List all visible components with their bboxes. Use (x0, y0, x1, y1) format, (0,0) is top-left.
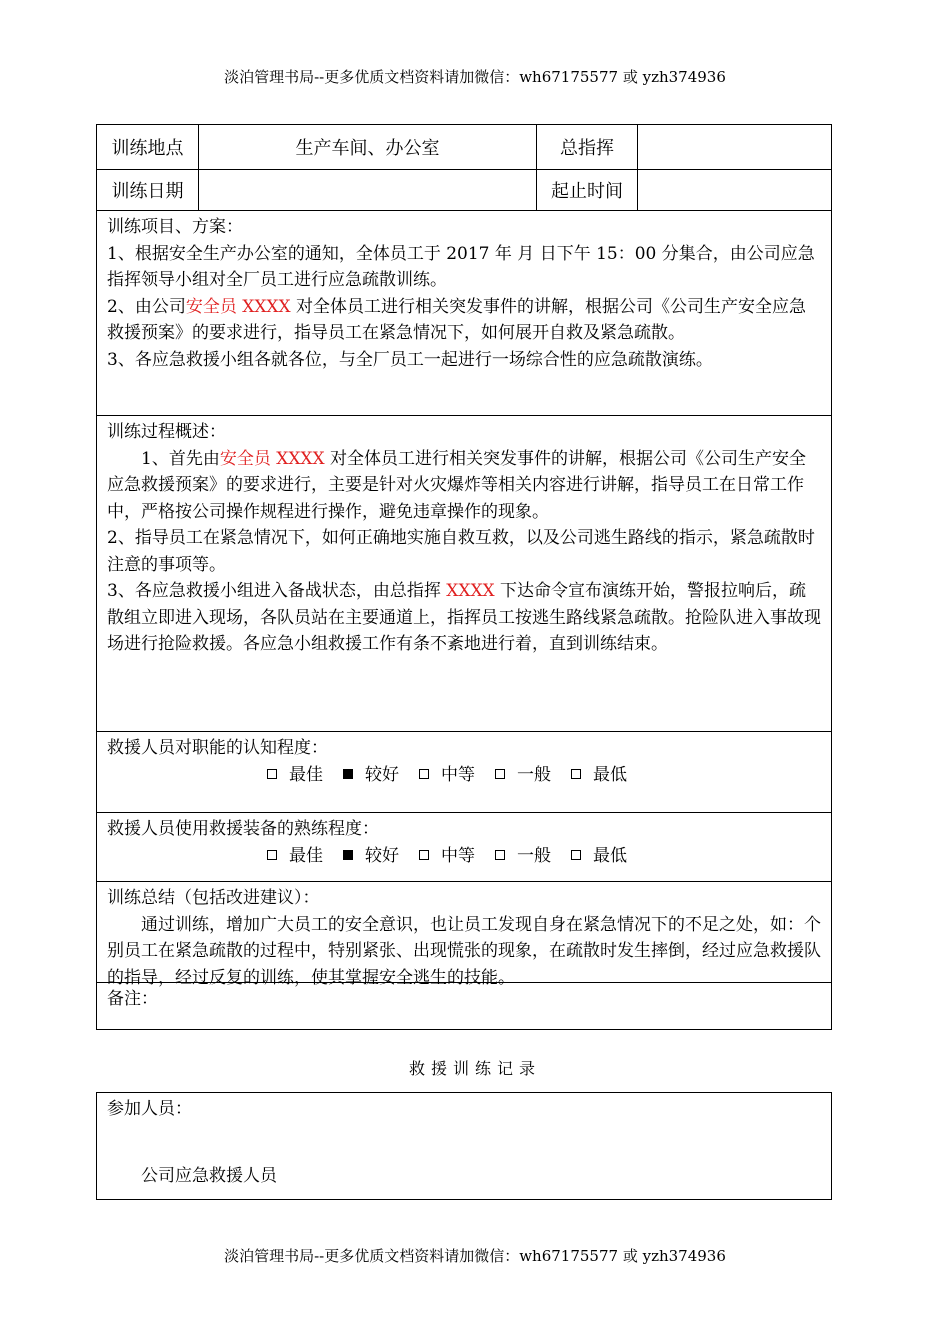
plan-item-1: 1、根据安全生产办公室的通知，全体员工于 2017 年 月 日下午 15：00 分集合，由公司应急指挥领导小组对全厂员工进行应急疏散训练。 (107, 243, 815, 290)
rating1-option[interactable]: 最低 (571, 762, 627, 789)
notes-section (97, 983, 831, 1029)
page-header: 淡泊管理书局--更多优质文档资料请加微信：wh67175577 或 yzh374936 (224, 68, 726, 86)
checkbox-icon[interactable] (495, 769, 505, 779)
rating-equipment-proficiency (97, 813, 831, 882)
checkbox-icon[interactable] (267, 850, 277, 860)
rating1-option[interactable]: 最佳 (267, 762, 323, 789)
rating1-option[interactable]: 中等 (419, 762, 475, 789)
checkbox-icon[interactable] (419, 850, 429, 860)
rating2-option[interactable]: 最低 (571, 843, 627, 870)
rating-role-awareness (97, 732, 831, 813)
rating2-option[interactable]: 中等 (419, 843, 475, 870)
plan-item-2: 2、由公司安全员 XXXX 对全体员工进行相关突发事件的讲解，根据公司《公司生产安全应急救援预案》的要求进行，指导员工在紧急情况下，如何展开自救及紧急疏散。 (107, 296, 807, 343)
plan-heading: 训练项目、方案： (107, 217, 243, 237)
process-item-2: 2、指导员工在紧急情况下，如何正确地实施自救互救，以及公司逃生路线的指示，紧急疏散时注意的事项等。 (107, 528, 815, 575)
location-value: 生产车间、办公室 (199, 125, 537, 169)
process-section (97, 416, 831, 732)
checkbox-icon[interactable] (343, 850, 353, 860)
plan-item-3: 3、各应急救援小组各就各位，与全厂员工一起进行一场综合性的应急疏散演练。 (107, 349, 713, 370)
notes-label: 备注： (107, 989, 158, 1009)
rating1-question: 救援人员对职能的认知程度： (107, 738, 328, 758)
commander-highlight: XXXX (446, 581, 495, 601)
commander-value (638, 125, 831, 169)
plan-section (97, 211, 831, 416)
summary-section (97, 882, 831, 988)
time-label: 起止时间 (537, 170, 638, 210)
checkbox-icon[interactable] (571, 850, 581, 860)
checkbox-icon[interactable] (495, 850, 505, 860)
process-item-3: 3、各应急救援小组进入备战状态，由总指挥 XXXX 下达命令宣布演练开始，警报拉响后，疏散组立即进入现场，各队员站在主要通道上，指挥员工按逃生路线紧急疏散。抢险队进入事故现场进行抢险救援。各应急小组救援工作有条不紊地进行着，直到训练结束。 (107, 581, 821, 654)
rating2-options (107, 843, 821, 870)
rating2-question: 救援人员使用救援装备的熟练程度： (107, 819, 379, 839)
process-item-1: 1、首先由安全员 XXXX 对全体员工进行相关突发事件的讲解，根据公司《公司生产安全应急救援预案》的要求进行，主要是针对火灾爆炸等相关内容进行讲解，指导员工在日常工作中，严格按公司操作规程进行操作，避免违章操作的现象。 (107, 448, 807, 522)
commander-label: 总指挥 (537, 125, 638, 169)
participants-label: 参加人员： (107, 1099, 192, 1119)
rating1-option[interactable]: 一般 (495, 762, 551, 789)
checkbox-icon[interactable] (571, 769, 581, 779)
safety-officer-highlight: 安全员 XXXX (219, 448, 325, 469)
page-footer: 淡泊管理书局--更多优质文档资料请加微信：wh67175577 或 yzh374936 (224, 1247, 726, 1265)
rating1-option[interactable]: 较好 (343, 762, 399, 789)
safety-officer-highlight: 安全员 XXXX (185, 296, 291, 317)
record-title: 救援训练记录 (408, 1059, 541, 1078)
date-value (199, 170, 537, 210)
rating2-option[interactable]: 较好 (343, 843, 399, 870)
rating2-option[interactable]: 最佳 (267, 843, 323, 870)
time-value (638, 170, 831, 210)
date-label: 训练日期 (97, 170, 199, 210)
summary-heading: 训练总结（包括改进建议）： (107, 888, 320, 908)
info-row-1 (97, 125, 831, 170)
rating2-option[interactable]: 一般 (495, 843, 551, 870)
checkbox-icon[interactable] (343, 769, 353, 779)
info-row-2 (97, 170, 831, 211)
process-heading: 训练过程概述： (107, 422, 226, 442)
checkbox-icon[interactable] (267, 769, 277, 779)
training-record-table (96, 124, 832, 1030)
checkbox-icon[interactable] (419, 769, 429, 779)
location-label: 训练地点 (97, 125, 199, 169)
participants-value: 公司应急救援人员 (141, 1165, 277, 1186)
rating1-options (107, 762, 821, 789)
participants-table (96, 1092, 832, 1200)
summary-text: 通过训练，增加广大员工的安全意识，也让员工发现自身在紧急情况下的不足之处，如：个别员工在紧急疏散的过程中，特别紧张、出现慌张的现象，在疏散时发生摔倒，经过应急救援队的指导，经过反复的训练，使其掌握安全逃生的技能。 (107, 914, 821, 988)
